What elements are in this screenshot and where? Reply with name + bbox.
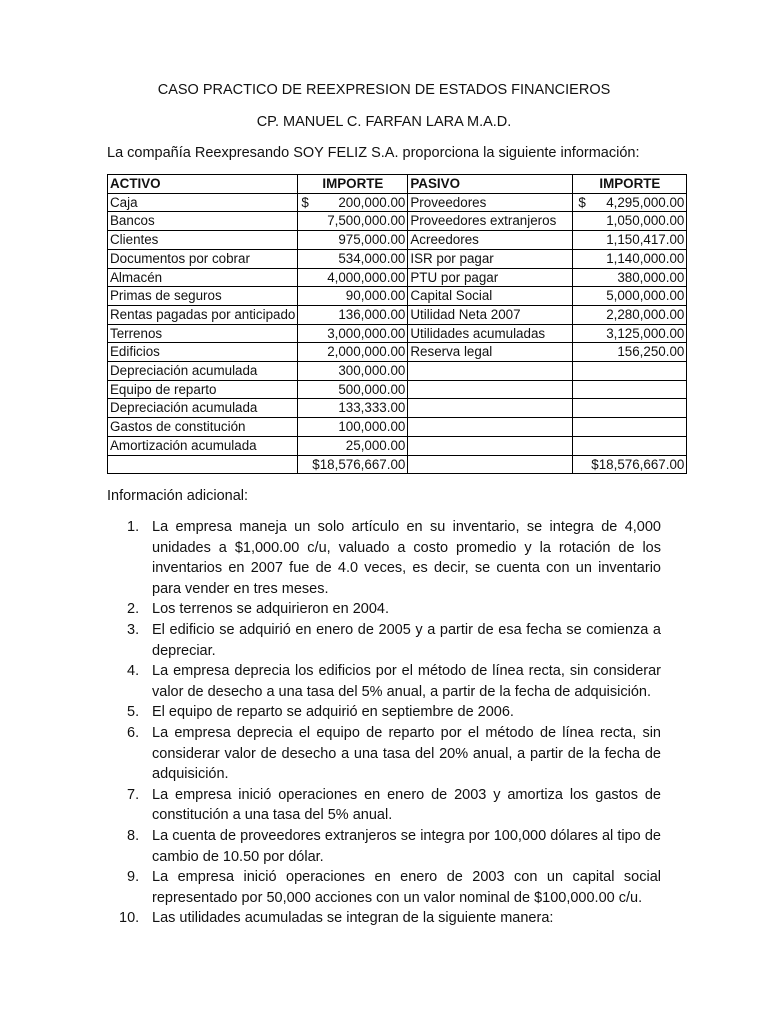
activo-importe-cell: 136,000.00 xyxy=(298,305,408,324)
table-row xyxy=(108,249,687,268)
activo-cell: Equipo de reparto xyxy=(108,380,298,399)
pasivo-importe-cell: 3,125,000.00 xyxy=(573,324,687,343)
activo-importe-cell: 133,333.00 xyxy=(298,399,408,418)
pasivo-importe-cell xyxy=(573,380,687,399)
activo-cell: Almacén xyxy=(108,268,298,287)
list-item xyxy=(107,517,661,599)
totals-empty-cell xyxy=(408,455,573,474)
pasivo-cell: PTU por pagar xyxy=(408,268,573,287)
activo-importe-cell: 90,000.00 xyxy=(298,287,408,306)
list-item xyxy=(107,702,661,723)
activo-cell: Bancos xyxy=(108,212,298,231)
list-item xyxy=(107,620,661,661)
list-item-text: La empresa inició operaciones en enero de 2003 y amortiza los gastos de constitución a una tasa del 5% anual. xyxy=(152,786,661,824)
pasivo-importe-cell xyxy=(573,436,687,455)
header-activo: ACTIVO xyxy=(108,175,298,194)
activo-cell: Gastos de constitución xyxy=(108,418,298,437)
activo-cell: Depreciación acumulada xyxy=(108,399,298,418)
list-item-text: La empresa maneja un solo artículo en su inventario, se integra de 4,000 unidades a $1,000.00 c/u, valuado a costo promedio y la rotación de los inventarios en 2007 fue de 4.0 veces, es decir, se cuenta con un inventario para vender en tres meses. xyxy=(152,519,661,597)
list-item-number: 9. xyxy=(127,869,140,886)
amount-value: 200,000.00 xyxy=(338,194,406,210)
activo-cell: Primas de seguros xyxy=(108,287,298,306)
info-list xyxy=(107,517,661,929)
activo-cell: Documentos por cobrar xyxy=(108,249,298,268)
activo-cell: Caja xyxy=(108,193,298,212)
pasivo-cell xyxy=(408,380,573,399)
activo-cell: Terrenos xyxy=(108,324,298,343)
list-item-text: Las utilidades acumuladas se integran de la siguiente manera: xyxy=(152,910,554,927)
list-item-text: La empresa inició operaciones en enero de 2003 con un capital social representado por 50,000 acciones con un valor nominal de $100,000.00 c/u. xyxy=(152,869,661,906)
list-item-number: 3. xyxy=(127,621,140,638)
pasivo-cell xyxy=(408,362,573,381)
pasivo-importe-cell: 5,000,000.00 xyxy=(573,287,687,306)
intro-text: La compañía Reexpresando SOY FELIZ S.A. proporciona la siguiente información: xyxy=(107,145,640,161)
list-item-number: 1. xyxy=(127,519,140,535)
pasivo-cell xyxy=(408,418,573,437)
pasivo-cell: Proveedores xyxy=(408,193,573,212)
pasivo-cell: Reserva legal xyxy=(408,343,573,362)
currency-symbol: $ xyxy=(578,194,586,210)
table-header-row xyxy=(108,175,687,194)
list-item-text: La cuenta de proveedores extranjeros se integra por 100,000 dólares al tipo de cambio de 10.50 por dólar. xyxy=(152,827,661,865)
pasivo-cell: Capital Social xyxy=(408,287,573,306)
activo-importe-cell: 100,000.00 xyxy=(298,418,408,437)
pasivo-importe-cell: 1,150,417.00 xyxy=(573,231,687,250)
pasivo-cell: Proveedores extranjeros xyxy=(408,212,573,231)
pasivo-importe-cell xyxy=(573,418,687,437)
pasivo-importe-cell: 1,050,000.00 xyxy=(573,212,687,231)
pasivo-importe-cell xyxy=(573,362,687,381)
list-item xyxy=(107,599,661,620)
header-pasivo: PASIVO xyxy=(408,175,573,194)
totals-row xyxy=(108,455,687,474)
activo-cell: Depreciación acumulada xyxy=(108,362,298,381)
list-item-number: 10. xyxy=(119,910,140,927)
activo-importe-cell: 534,000.00 xyxy=(298,249,408,268)
total-activo: $18,576,667.00 xyxy=(298,455,408,474)
activo-importe-cell: 7,500,000.00 xyxy=(298,212,408,231)
list-item xyxy=(107,785,661,826)
activo-cell: Edificios xyxy=(108,343,298,362)
activo-importe-cell: 500,000.00 xyxy=(298,380,408,399)
pasivo-cell xyxy=(408,436,573,455)
pasivo-importe-cell: 380,000.00 xyxy=(573,268,687,287)
pasivo-importe-cell: 2,280,000.00 xyxy=(573,305,687,324)
list-item-text: El edificio se adquirió en enero de 2005 y a partir de esa fecha se comienza a depreciar. xyxy=(152,621,661,659)
pasivo-importe-cell: 1,140,000.00 xyxy=(573,249,687,268)
table-row xyxy=(108,268,687,287)
amount-value: 4,295,000.00 xyxy=(606,194,685,210)
list-item xyxy=(107,723,661,785)
table-row xyxy=(108,305,687,324)
list-item-number: 6. xyxy=(127,724,140,741)
list-item-number: 4. xyxy=(127,663,140,680)
pasivo-cell: Utilidades acumuladas xyxy=(408,324,573,343)
pasivo-cell: Acreedores xyxy=(408,231,573,250)
table-row xyxy=(108,343,687,362)
activo-importe-cell: 975,000.00 xyxy=(298,231,408,250)
table-row xyxy=(108,193,687,212)
list-item-number: 2. xyxy=(127,601,140,618)
document-author: CP. MANUEL C. FARFAN LARA M.A.D. xyxy=(256,114,512,130)
list-item-text: La empresa deprecia los edificios por el método de línea recta, sin considerar valor de desecho a una tasa del 5% anual, a partir de la fecha de adquisición. xyxy=(152,663,661,700)
activo-cell: Clientes xyxy=(108,231,298,250)
table-row xyxy=(108,212,687,231)
total-pasivo: $18,576,667.00 xyxy=(573,455,687,474)
list-item xyxy=(107,908,661,929)
pasivo-cell: Utilidad Neta 2007 xyxy=(408,305,573,324)
list-item-number: 7. xyxy=(127,786,140,803)
activo-cell: Rentas pagadas por anticipado xyxy=(108,305,298,324)
list-item xyxy=(107,661,661,702)
table-body xyxy=(108,193,687,474)
table-row xyxy=(108,418,687,437)
table-row xyxy=(108,436,687,455)
list-item xyxy=(107,826,661,867)
table-row xyxy=(108,399,687,418)
pasivo-importe-cell xyxy=(573,399,687,418)
table-row xyxy=(108,362,687,381)
pasivo-importe-cell xyxy=(573,193,687,212)
activo-importe-cell: 3,000,000.00 xyxy=(298,324,408,343)
activo-importe-cell: 300,000.00 xyxy=(298,362,408,381)
pasivo-importe-cell: 156,250.00 xyxy=(573,343,687,362)
list-item-number: 8. xyxy=(127,827,140,844)
list-item-number: 5. xyxy=(127,704,140,721)
list-item-text: La empresa deprecia el equipo de reparto por el método de línea recta, sin considerar valor de desecho a una tasa del 20% anual, a partir de la fecha de adquisición. xyxy=(152,724,661,783)
balance-table xyxy=(107,174,687,474)
activo-cell: Amortización acumulada xyxy=(108,436,298,455)
document-title: CASO PRACTICO DE REEXPRESION DE ESTADOS FINANCIEROS xyxy=(157,82,611,98)
activo-importe-cell: 4,000,000.00 xyxy=(298,268,408,287)
header-importe-pasivo: IMPORTE xyxy=(573,175,687,194)
header-importe-activo: IMPORTE xyxy=(298,175,408,194)
activo-importe-cell xyxy=(298,193,408,212)
pasivo-cell xyxy=(408,399,573,418)
list-item-text: El equipo de reparto se adquirió en septiembre de 2006. xyxy=(152,704,514,721)
pasivo-cell: ISR por pagar xyxy=(408,249,573,268)
activo-importe-cell: 2,000,000.00 xyxy=(298,343,408,362)
table-row xyxy=(108,231,687,250)
activo-importe-cell: 25,000.00 xyxy=(298,436,408,455)
info-title: Información adicional: xyxy=(107,488,249,504)
list-item xyxy=(107,867,661,908)
currency-symbol: $ xyxy=(301,194,309,210)
totals-empty-cell xyxy=(108,455,298,474)
table-row xyxy=(108,324,687,343)
table-row xyxy=(108,287,687,306)
list-item-text: Los terrenos se adquirieron en 2004. xyxy=(152,601,389,618)
table-row xyxy=(108,380,687,399)
